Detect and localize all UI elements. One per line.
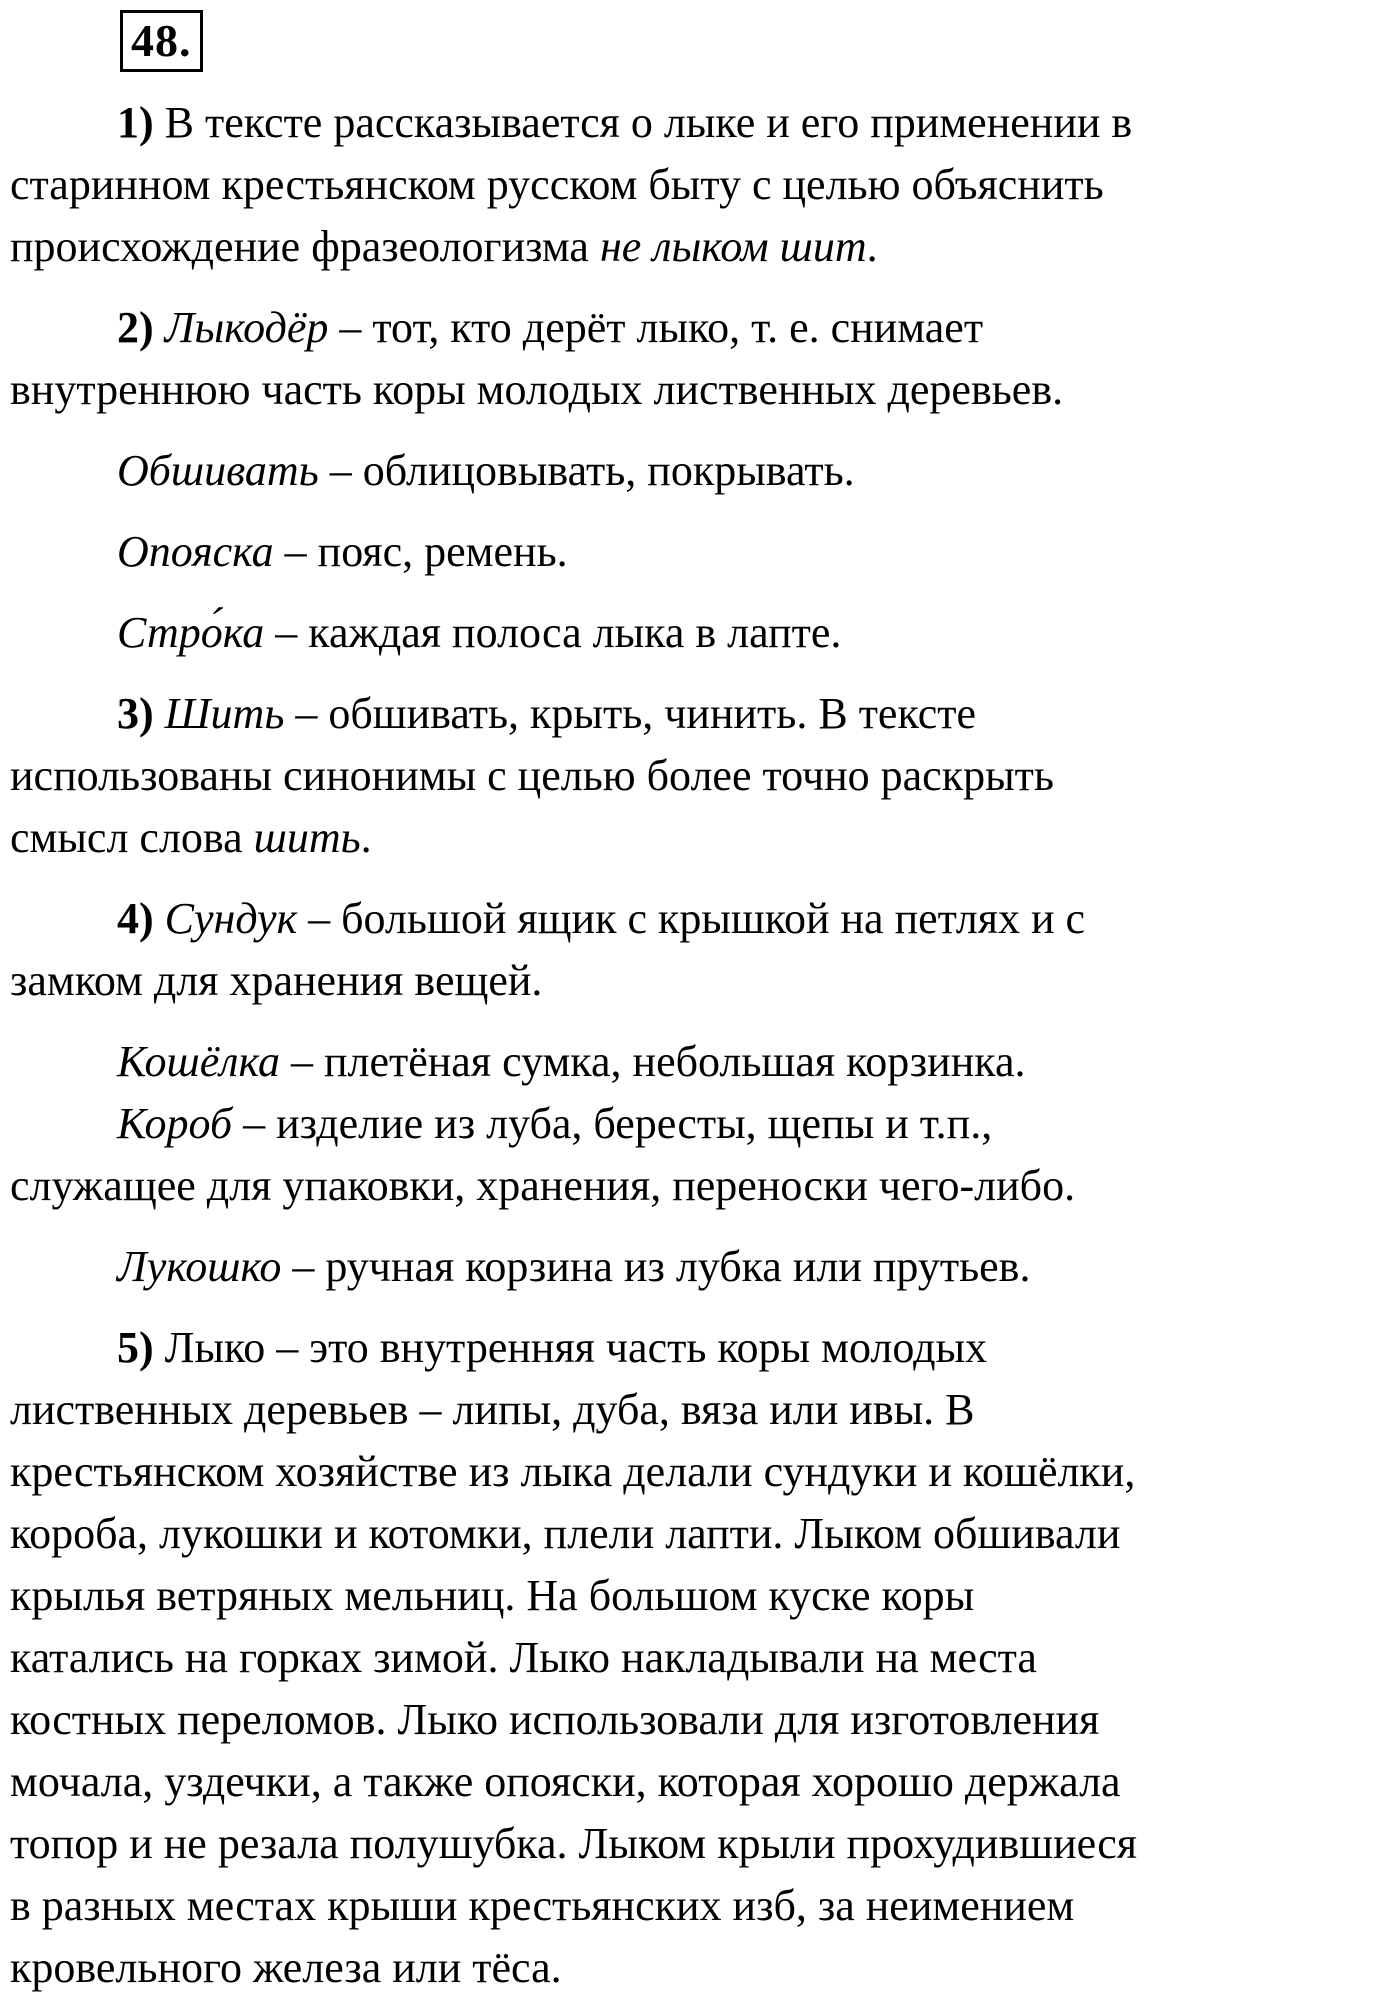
item-number: 1) [117, 98, 154, 147]
text-line [10, 359, 1395, 421]
text-run: использованы синонимы с целью более точно раскрыть [10, 751, 1054, 800]
answer-text [10, 92, 1395, 1999]
text-run: в разных местах крыши крестьянских изб, за неимением [10, 1881, 1075, 1930]
text-run: крылья ветряных мельниц. На большом куске коры [10, 1571, 975, 1620]
term: Шить [164, 689, 285, 738]
text-run: – ручная корзина из лубка или прутьев. [281, 1242, 1031, 1291]
paragraph [10, 440, 1395, 502]
term: Короб [117, 1099, 233, 1148]
text-line [10, 1379, 1395, 1441]
text-line [10, 1689, 1395, 1751]
term: не лыком шит [599, 222, 867, 271]
text-run: костных переломов. Лыко использовали для изготовления [10, 1695, 1100, 1744]
text-run: – тот, кто дерёт лыко, т. е. снимает [328, 303, 984, 352]
text-line [10, 1093, 1395, 1155]
text-run: внутреннюю часть коры молодых лиственных деревьев. [10, 365, 1064, 414]
item-number: 4) [117, 894, 154, 943]
term: Опояска [117, 527, 274, 576]
text-run [154, 689, 165, 738]
text-line [10, 216, 1395, 278]
text-run: катались на горках зимой. Лыко накладывали на места [10, 1633, 1037, 1682]
item-number: 2) [117, 303, 154, 352]
text-run: старинном крестьянском русском быту с целью объяснить [10, 160, 1104, 209]
paragraph [10, 1031, 1395, 1093]
text-line [10, 683, 1395, 745]
text-run: кровельного железа или тёса. [10, 1943, 562, 1992]
paragraph [10, 521, 1395, 583]
text-line [10, 1813, 1395, 1875]
text-line [10, 440, 1395, 502]
paragraph [10, 602, 1395, 664]
text-line [10, 154, 1395, 216]
text-line [10, 1937, 1395, 1999]
paragraph [10, 1093, 1395, 1217]
paragraph [10, 888, 1395, 1012]
term: шить [253, 813, 361, 862]
text-line [10, 297, 1395, 359]
text-line [10, 521, 1395, 583]
text-run: крестьянском хозяйстве из лыка делали сундуки и кошёлки, [10, 1447, 1136, 1496]
term: Кошёлка [117, 1037, 280, 1086]
text-run: происхождение фразеологизма [10, 222, 600, 271]
text-run: служащее для упаковки, хранения, переноски чего-либо. [10, 1161, 1076, 1210]
text-line [10, 1441, 1395, 1503]
text-line [10, 1317, 1395, 1379]
term: Лукошко [117, 1242, 282, 1291]
item-number: 5) [117, 1323, 154, 1372]
term: Лыкодёр [164, 303, 329, 352]
term: Сундук [164, 894, 298, 943]
text-line [10, 602, 1395, 664]
paragraph [10, 1317, 1395, 1999]
paragraph [10, 92, 1395, 278]
text-line [10, 1155, 1395, 1217]
text-line [10, 745, 1395, 807]
text-run: – облицовывать, покрывать. [318, 446, 855, 495]
text-run: лиственных деревьев – липы, дуба, вяза или ивы. В [10, 1385, 975, 1434]
text-run: короба, лукошки и котомки, плели лапти. Лыком обшивали [10, 1509, 1121, 1558]
text-run: – большой ящик с крышкой на петлях и с [297, 894, 1086, 943]
term: Обшивать [117, 446, 319, 495]
text-run [154, 894, 165, 943]
text-line [10, 1565, 1395, 1627]
text-run: Лыко – это внутренняя часть коры молодых [153, 1323, 988, 1372]
text-run: – каждая полоса лыка в лапте. [264, 608, 842, 657]
text-run: смысл слова [10, 813, 254, 862]
text-line [10, 1031, 1395, 1093]
text-run: – пояс, ремень. [273, 527, 568, 576]
text-run: . [866, 222, 878, 271]
text-line [10, 1627, 1395, 1689]
text-run: – обшивать, крыть, чинить. В тексте [284, 689, 977, 738]
text-line [10, 807, 1395, 869]
text-line [10, 1751, 1395, 1813]
paragraph [10, 297, 1395, 421]
text-line [10, 92, 1395, 154]
text-run: замком для хранения вещей. [10, 956, 543, 1005]
text-run: – плетёная сумка, небольшая корзинка. [279, 1037, 1026, 1086]
task-number-box: 48. [120, 10, 203, 72]
paragraph [10, 1236, 1395, 1298]
text-run: мочала, уздечки, а также опояски, которая хорошо держала [10, 1757, 1121, 1806]
text-run: . [360, 813, 372, 862]
text-run: топор и не резала полушубка. Лыком крыли прохудившиеся [10, 1819, 1138, 1868]
text-run [154, 303, 165, 352]
item-number: 3) [117, 689, 154, 738]
paragraph [10, 683, 1395, 869]
text-line [10, 1503, 1395, 1565]
text-line [10, 950, 1395, 1012]
text-line [10, 888, 1395, 950]
text-run: В тексте рассказывается о лыке и его применении в [153, 98, 1133, 147]
term: Стро́ка [117, 608, 265, 657]
text-line [10, 1875, 1395, 1937]
text-run: – изделие из луба, бересты, щепы и т.п., [232, 1099, 993, 1148]
text-line [10, 1236, 1395, 1298]
